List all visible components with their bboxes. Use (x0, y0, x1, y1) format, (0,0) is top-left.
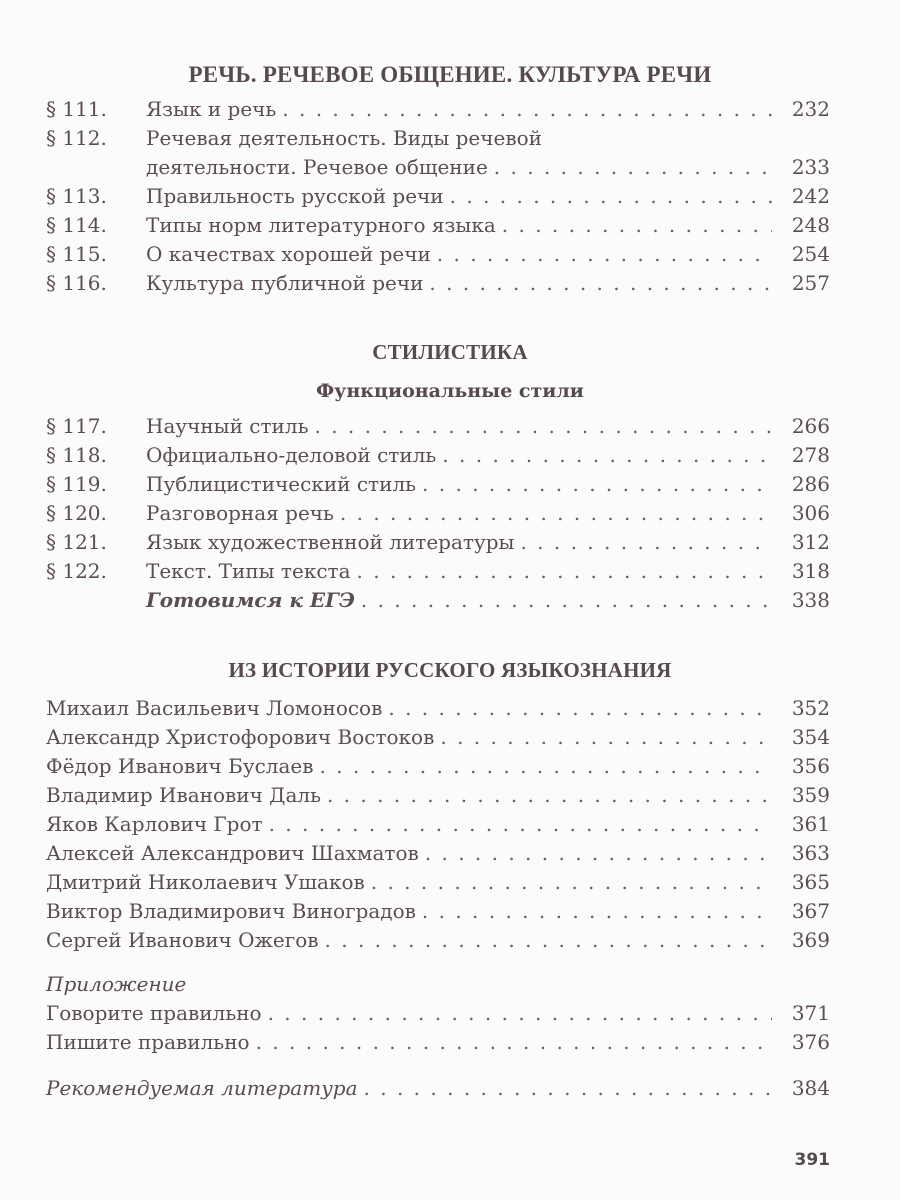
paragraph-number: § 119. (46, 472, 107, 496)
entry-title: Говорите правильно (46, 1001, 262, 1025)
toc-entry[interactable] (46, 1028, 830, 1056)
dot-leader (364, 1074, 772, 1102)
dot-leader (314, 412, 772, 440)
entry-title: Разговорная речь (146, 501, 334, 525)
entry-title: Публицистический стиль (146, 472, 417, 496)
entry-title: Научный стиль (146, 414, 309, 438)
dot-leader (361, 586, 772, 614)
section-heading-stylistics: СТИЛИСТИКА (372, 340, 528, 364)
toc-entry[interactable] (46, 182, 830, 210)
toc-entry[interactable] (46, 557, 830, 585)
dot-leader (429, 269, 772, 297)
entry-title: О качествах хорошей речи (146, 242, 431, 266)
page-number: 367 (791, 899, 830, 923)
page-number: 369 (791, 928, 830, 952)
entry-title-continuation: деятельности. Речевое общение (146, 155, 488, 179)
toc-entry[interactable] (46, 868, 830, 896)
entry-title: Правильность русской речи (146, 184, 444, 208)
dot-leader (327, 781, 772, 809)
entry-title: Александр Христофорович Востоков (46, 725, 435, 749)
paragraph-number: § 114. (46, 213, 107, 237)
page-number: 356 (791, 754, 830, 778)
toc-entry[interactable] (46, 810, 830, 838)
page-number: 312 (791, 530, 830, 554)
paragraph-number: § 116. (46, 271, 107, 295)
entry-title: Фёдор Иванович Буслаев (46, 754, 314, 778)
dot-leader (340, 499, 772, 527)
entry-title: Пишите правильно (46, 1030, 250, 1054)
dot-leader (282, 95, 772, 123)
toc-entry[interactable] (46, 999, 830, 1027)
entry-title: Рекомендуемая литература (46, 1076, 358, 1100)
entry-title: Язык художественной литературы (146, 530, 515, 554)
page-number: 248 (791, 213, 830, 237)
page-number: 363 (791, 841, 830, 865)
page-number: 306 (791, 501, 830, 525)
page-number: 233 (791, 155, 830, 179)
toc-entry[interactable] (46, 211, 830, 239)
paragraph-number: § 121. (46, 530, 107, 554)
dot-leader (371, 868, 772, 896)
dot-leader (325, 926, 772, 954)
dot-leader (388, 694, 772, 722)
entry-title: Яков Карлович Грот (46, 812, 263, 836)
toc-entry[interactable] (46, 926, 830, 954)
toc-entry[interactable] (46, 240, 830, 268)
entry-title: Типы норм литературного языка (146, 213, 496, 237)
toc-entry-exam-prep[interactable] (46, 586, 830, 614)
entry-title: Речевая деятельность. Виды речевой (146, 126, 542, 150)
entry-title: Алексей Александрович Шахматов (46, 841, 419, 865)
toc-entry-continuation[interactable] (46, 153, 830, 181)
section-heading-linguistics-history: ИЗ ИСТОРИИ РУССКОГО ЯЗЫКОЗНАНИЯ (228, 658, 672, 682)
toc-entry[interactable] (46, 723, 830, 751)
entry-title: Владимир Иванович Даль (46, 783, 321, 807)
dot-leader (442, 441, 772, 469)
dot-leader (256, 1028, 772, 1056)
toc-entry-recommended-literature[interactable] (46, 1074, 830, 1102)
paragraph-number: § 122. (46, 559, 107, 583)
dot-leader (357, 557, 772, 585)
toc-entry[interactable] (46, 499, 830, 527)
page-number: 266 (791, 414, 830, 438)
page-number: 384 (791, 1076, 830, 1100)
toc-entry[interactable] (46, 839, 830, 867)
paragraph-number: § 120. (46, 501, 107, 525)
dot-leader (440, 723, 772, 751)
toc-entry[interactable] (46, 269, 830, 297)
dot-leader (320, 752, 772, 780)
entry-title: Текст. Типы текста (146, 559, 351, 583)
toc-entry[interactable] (46, 470, 830, 498)
paragraph-number: § 111. (46, 97, 107, 121)
page-number: 359 (791, 783, 830, 807)
dot-leader (422, 470, 772, 498)
page-number: 232 (791, 97, 830, 121)
dot-leader (422, 897, 772, 925)
paragraph-number: § 117. (46, 414, 107, 438)
page-number: 361 (791, 812, 830, 836)
page-number: 338 (791, 588, 830, 612)
page-number: 376 (791, 1030, 830, 1054)
toc-entry[interactable] (46, 441, 830, 469)
entry-title: Официально-деловой стиль (146, 443, 437, 467)
toc-entry[interactable] (46, 752, 830, 780)
toc-entry[interactable] (46, 897, 830, 925)
page-number: 286 (791, 472, 830, 496)
entry-title: Культура публичной речи (146, 271, 424, 295)
dot-leader (520, 528, 772, 556)
dot-leader (502, 211, 772, 239)
entry-title: Готовимся к ЕГЭ (146, 588, 355, 612)
paragraph-number: § 112. (46, 126, 107, 150)
page-number: 354 (791, 725, 830, 749)
page-number: 278 (791, 443, 830, 467)
dot-leader (268, 999, 772, 1027)
entry-title: Виктор Владимирович Виноградов (46, 899, 416, 923)
page-number: 371 (791, 1001, 830, 1025)
dot-leader (269, 810, 772, 838)
toc-entry[interactable] (46, 528, 830, 556)
paragraph-number: § 118. (46, 443, 107, 467)
page-number: 242 (791, 184, 830, 208)
section-heading-speech: РЕЧЬ. РЕЧЕВОЕ ОБЩЕНИЕ. КУЛЬТУРА РЕЧИ (188, 62, 712, 87)
dot-leader (425, 839, 772, 867)
toc-entry[interactable] (46, 124, 830, 152)
toc-entry[interactable] (46, 95, 830, 123)
toc-entry[interactable] (46, 412, 830, 440)
appendix-label: Приложение (46, 972, 187, 996)
page-number: 254 (791, 242, 830, 266)
subsection-heading-functional-styles: Функциональные стили (316, 380, 584, 402)
page-folio-number: 391 (794, 1150, 830, 1170)
page-number: 352 (791, 696, 830, 720)
entry-title: Дмитрий Николаевич Ушаков (46, 870, 365, 894)
entry-title: Михаил Васильевич Ломоносов (46, 696, 383, 720)
entry-title: Язык и речь (146, 97, 277, 121)
paragraph-number: § 115. (46, 242, 107, 266)
page-number: 257 (791, 271, 830, 295)
toc-entry[interactable] (46, 781, 830, 809)
dot-leader (494, 153, 772, 181)
entry-title: Сергей Иванович Ожегов (46, 928, 319, 952)
page-number: 318 (791, 559, 830, 583)
paragraph-number: § 113. (46, 184, 107, 208)
page-number: 365 (791, 870, 830, 894)
toc-entry[interactable] (46, 694, 830, 722)
dot-leader (437, 240, 772, 268)
dot-leader (450, 182, 772, 210)
